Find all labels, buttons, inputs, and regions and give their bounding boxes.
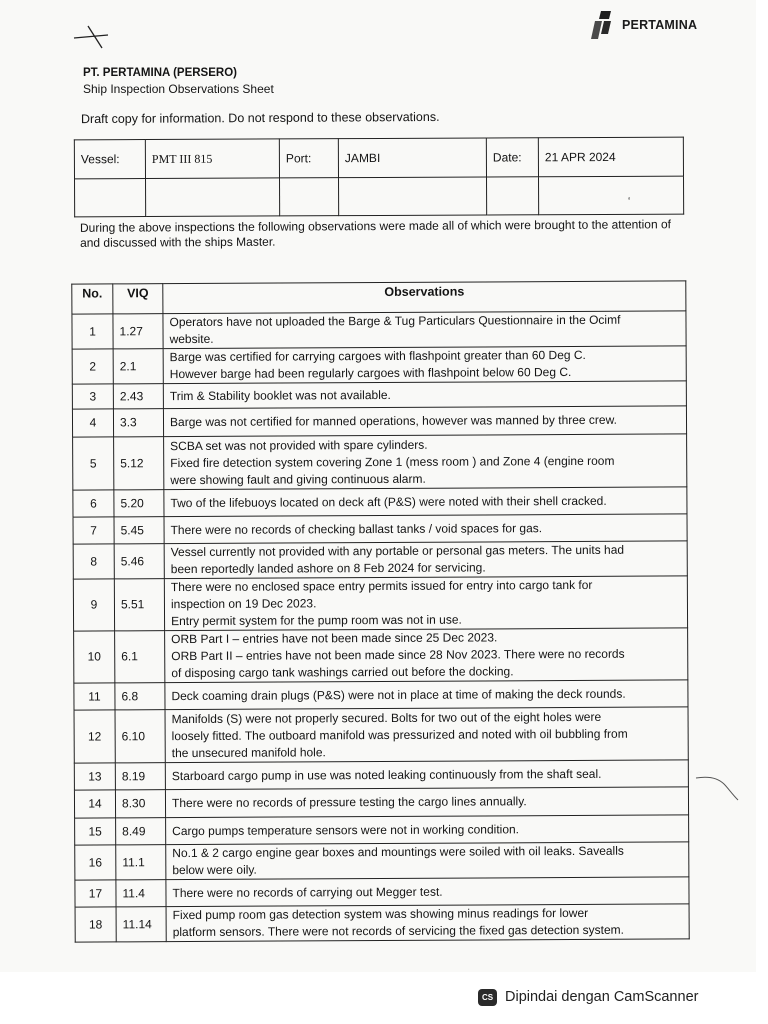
header-viq: VIQ	[113, 284, 163, 314]
table-row	[72, 381, 686, 409]
row-viq: 8.19	[115, 763, 165, 790]
row-viq: 5.12	[114, 437, 164, 490]
row-viq: 5.45	[114, 517, 164, 544]
row-number: 8	[73, 544, 114, 579]
observation-line: website.	[169, 331, 214, 347]
table-row	[75, 877, 689, 907]
row-viq: 3.3	[113, 409, 163, 437]
row-observation	[163, 311, 686, 349]
observation-line: Starboard cargo pump in use was noted leaking continuously from the shaft seal.	[171, 766, 602, 783]
row-number: 1	[72, 314, 113, 349]
row-observation	[165, 628, 688, 683]
table-row	[74, 628, 688, 683]
observation-line: However barge had been regularly cargoes with flashpoint below 60 Deg C.	[169, 364, 572, 382]
observation-line: Fixed pump room gas detection system was showing minus readings for lower	[172, 905, 589, 923]
row-viq: 6.10	[115, 710, 165, 763]
row-number: 16	[75, 845, 116, 880]
watermark-text: Dipindai dengan CamScanner	[505, 989, 699, 1005]
row-viq: 6.1	[115, 631, 165, 683]
pen-scribble	[694, 768, 740, 804]
row-number: 13	[74, 763, 115, 790]
row-number: 15	[75, 818, 116, 845]
table-row	[73, 541, 687, 579]
row-number: 4	[72, 409, 113, 437]
table-row	[73, 576, 687, 631]
row-number: 17	[75, 880, 116, 907]
row-viq: 11.4	[116, 880, 166, 907]
observation-line: SCBA set was not provided with spare cylinders.	[170, 437, 428, 453]
row-observation	[163, 381, 686, 409]
row-observation	[165, 787, 688, 818]
row-viq: 5.46	[114, 544, 164, 579]
observation-line: Two of the lifebuoys located on deck aft (P&S) were noted with their shell cracked.	[170, 493, 607, 510]
row-observation	[166, 815, 689, 845]
empty-cell	[487, 177, 539, 215]
table-row	[72, 406, 686, 437]
observation-line: the unsecured manifold hole.	[171, 744, 326, 760]
observation-line: Fixed fire detection system covering Zone 1 (mess room ) and Zone 4 (engine room	[170, 453, 615, 470]
table-row	[73, 487, 687, 517]
row-observation	[164, 487, 687, 517]
observation-line: Operators have not uploaded the Barge & Tug Particulars Questionnaire in the Ocimf	[169, 312, 621, 330]
row-number: 10	[74, 631, 115, 683]
observation-line: ORB Part II – entries have not been made since 28 Nov 2023. There were no records	[171, 646, 625, 664]
row-number: 3	[72, 384, 113, 409]
vessel-label: Vessel:	[74, 140, 145, 179]
row-observation	[166, 877, 689, 907]
row-viq: 11.14	[116, 907, 166, 942]
vessel-info-table	[74, 137, 684, 218]
row-viq: 11.1	[116, 845, 166, 880]
observation-line: Vessel currently not provided with any portable or personal gas meters. The units had	[170, 542, 625, 560]
observation-line: below were oily.	[172, 862, 257, 878]
row-viq: 5.51	[114, 579, 164, 631]
vessel-info-empty-row	[75, 176, 684, 217]
observation-line: Barge was not certified for manned operations, however was manned by three crew.	[169, 412, 617, 430]
table-row	[74, 760, 688, 790]
pertamina-logo	[589, 10, 697, 40]
observations-body	[72, 311, 689, 942]
observation-line: Deck coaming drain plugs (P&S) were not in place at time of making the deck rounds.	[171, 686, 626, 703]
row-viq: 6.8	[115, 683, 165, 710]
table-header-row	[72, 281, 686, 314]
pen-tick-mark	[72, 22, 112, 50]
row-observation	[166, 904, 689, 942]
port-value: JAMBI	[338, 138, 486, 178]
port-label: Port:	[279, 139, 338, 178]
empty-cell	[539, 176, 684, 215]
draft-notice: Draft copy for information. Do not respond to these observations.	[80, 109, 440, 127]
row-number: 5	[73, 437, 114, 490]
observation-line: Manifolds (S) were not properly secured. Bolts for two out of the eight holes were	[171, 709, 602, 726]
company-name: PT. PERTAMINA (PERSERO)	[83, 67, 237, 79]
row-observation	[164, 434, 687, 490]
observation-line: inspection on 19 Dec 2023.	[170, 596, 317, 612]
logo-text: PERTAMINA	[622, 18, 698, 32]
observation-line: were showing fault and giving continuous alarm.	[170, 471, 426, 487]
table-row	[75, 815, 689, 845]
row-observation	[164, 576, 687, 631]
observation-line: There were no records of carrying out Megger test.	[172, 884, 443, 900]
row-viq: 8.49	[116, 818, 166, 845]
row-observation	[165, 707, 688, 763]
observation-line: ORB Part I – entries have not been made since 25 Dec 2023.	[171, 630, 498, 647]
table-row	[74, 787, 688, 818]
header-no: No.	[72, 284, 113, 314]
row-number: 12	[74, 710, 115, 763]
sheet-title: Ship Inspection Observations Sheet	[83, 82, 274, 96]
row-observation	[166, 842, 689, 880]
row-observation	[164, 541, 687, 579]
observation-line: of disposing cargo tank washings carried out before the docking.	[171, 664, 514, 681]
camscanner-icon: CS	[478, 989, 497, 1006]
observation-line: loosely fitted. The outboard manifold was pressurized and noted with oil bubbling from	[171, 726, 628, 743]
date-value: 21 APR 2024	[538, 137, 683, 177]
vessel-value: PMT III 815	[145, 139, 279, 179]
observation-line: platform sensors. There were not records of servicing the fixed gas detection system.	[172, 922, 625, 940]
vessel-info-row	[74, 137, 683, 179]
row-number: 6	[73, 490, 114, 517]
table-row	[73, 514, 687, 544]
observation-line: Trim & Stability booklet was not available.	[169, 387, 391, 403]
observations-table	[71, 280, 689, 942]
table-row	[73, 434, 687, 490]
row-viq: 5.20	[114, 490, 164, 517]
row-observation	[165, 760, 688, 790]
header-observations: Observations	[163, 281, 686, 314]
row-number: 7	[73, 517, 114, 544]
observation-line: No.1 & 2 cargo engine gear boxes and mountings were soiled with oil leaks. Savealls	[172, 843, 624, 861]
row-viq: 2.1	[113, 349, 163, 384]
empty-cell	[280, 178, 339, 216]
row-viq: 8.30	[115, 790, 165, 818]
intro-paragraph: During the above inspections the following observations were made all of which were brought to the attention of and discussed with the ships Master.	[79, 217, 672, 250]
empty-cell	[146, 178, 280, 217]
observation-line: There were no enclosed space entry permits issued for entry into cargo tank for	[170, 577, 593, 595]
date-label: Date:	[486, 138, 538, 177]
observation-line: There were no records of pressure testing the cargo lines annually.	[171, 794, 527, 811]
table-row	[75, 904, 689, 942]
row-observation	[163, 346, 686, 384]
row-number: 18	[75, 907, 116, 942]
scanner-watermark	[478, 982, 698, 1012]
row-number: 2	[72, 349, 113, 384]
table-row	[75, 842, 689, 880]
table-row	[74, 680, 688, 710]
observation-line: Entry permit system for the pump room was not in use.	[171, 612, 462, 629]
empty-cell	[75, 179, 146, 217]
empty-cell	[339, 177, 487, 216]
table-row	[72, 346, 686, 384]
row-number: 14	[74, 790, 115, 818]
row-observation	[163, 406, 686, 437]
row-viq: 2.43	[113, 384, 163, 409]
observation-line: There were no records of checking ballast tanks / void spaces for gas.	[170, 520, 543, 537]
stray-mark: ‘	[628, 196, 631, 207]
pertamina-logo-icon	[589, 10, 619, 40]
observation-line: Barge was certified for carrying cargoes with flashpoint greater than 60 Deg C.	[169, 347, 586, 365]
row-observation	[164, 514, 687, 544]
table-row	[72, 311, 686, 349]
table-row	[74, 707, 688, 763]
row-viq: 1.27	[113, 314, 163, 349]
observation-line: been reportedly landed ashore on 8 Feb 2024 for servicing.	[170, 560, 486, 577]
row-number: 11	[74, 683, 115, 710]
row-observation	[165, 680, 688, 710]
row-number: 9	[73, 579, 114, 631]
observation-line: Cargo pumps temperature sensors were not in working condition.	[172, 821, 520, 838]
